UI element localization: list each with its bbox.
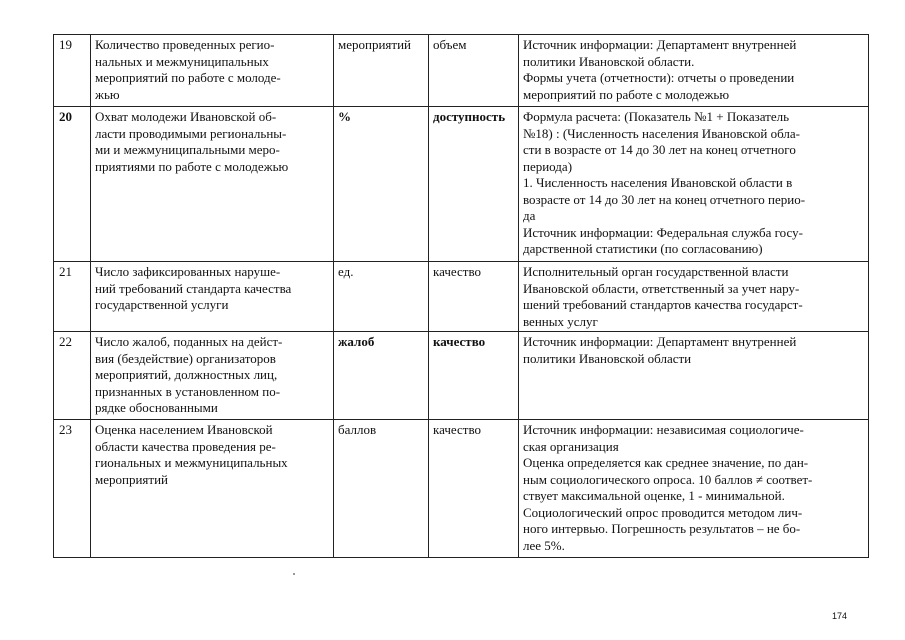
indicator-type: качество [429,262,519,332]
indicator-type: объем [429,35,519,107]
indicator-name: Число зафиксированных наруше- ний требований стандарта качества государственной услуги [91,262,334,332]
indicator-unit: мероприятий [334,35,429,107]
indicator-unit: ед. [334,262,429,332]
table-row [54,420,869,558]
indicator-name: Количество проведенных регио- нальных и межмуниципальных мероприятий по работе с молоде- жью [91,35,334,107]
indicator-source: Формула расчета: (Показатель №1 + Показатель №18) : (Численность населения Ивановской обла- сти в возрасте от 14 до 30 лет на конец отчетного периода) 1. Численность населения Ивановской области в возрасте от 14 до 30 лет на конец отчетного перио- да Источник информации: Федеральная служба госу- дарственной статистики (по согласованию) [519,107,869,262]
row-number: 23 [54,420,91,558]
row-number: 19 [54,35,91,107]
table-row [54,332,869,420]
indicator-name: Число жалоб, поданных на дейст- вия (бездействие) организаторов мероприятий, должностных лиц, признанных в установленном по- рядке обоснованными [91,332,334,420]
indicator-type: качество [429,420,519,558]
indicator-name: Оценка населением Ивановской области качества проведения ре- гиональных и межмуниципальных мероприятий [91,420,334,558]
indicator-source: Исполнительный орган государственной власти Ивановской области, ответственный за учет нару- шений требований стандартов качества государст- венных услуг [519,262,869,332]
indicator-unit: баллов [334,420,429,558]
indicator-name: Охват молодежи Ивановской об- ласти проводимыми региональны- ми и межмуниципальными меро- приятиями по работе с молодежью [91,107,334,262]
indicator-source: Источник информации: Департамент внутренней политики Ивановской области. Формы учета (отчетности): отчеты о проведении мероприятий по работе с молодежью [519,35,869,107]
table-row [54,35,869,107]
row-number: 22 [54,332,91,420]
table-row [54,262,869,332]
indicator-source: Источник информации: независимая социологиче- ская организация Оценка определяется как среднее значение, по дан- ным социологического опроса. 10 баллов ≠ соответ- ствует максимальной оценке, 1 - минимальной. Социологический опрос проводится методом лич- ного интервью. Погрешность результатов – не бо- лее 5%. [519,420,869,558]
indicator-type: качество [429,332,519,420]
page-number: 174 [832,611,848,621]
table-row [54,107,869,262]
indicator-type: доступность [429,107,519,262]
indicator-unit: жалоб [334,332,429,420]
indicator-source: Источник информации: Департамент внутренней политики Ивановской области [519,332,869,420]
indicators-table [53,34,869,558]
indicator-unit: % [334,107,429,262]
row-number: 21 [54,262,91,332]
row-number: 20 [54,107,91,262]
scan-speck [293,573,295,575]
